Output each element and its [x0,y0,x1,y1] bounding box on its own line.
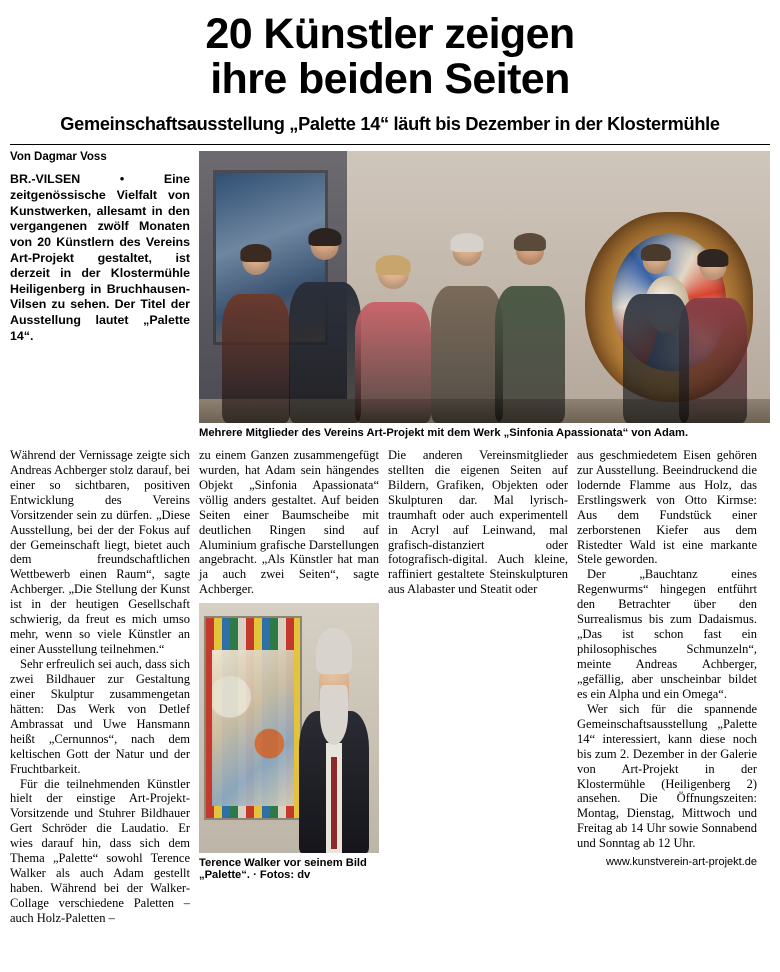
person-figure [431,233,503,423]
headline-line-2: ihre beiden Seiten [210,54,570,103]
paragraph: Während der Vernissage zeigte sich Andreas Achberger stolz darauf, bei einer so sichtbaren, positiven Entwicklung des Vereins Vorsitzender sein zu dürfen. „Diese Ausstellung, bei der der Fokus auf der Gemeinschaft liegt, bietet auch dem freundschaftlichen Wettbewerb einen Raum“, sagte Achberger. „Die Stellung der Kunst ist in der heutigen Gesellschaft schwierig, da freut es mich umso mehr, wenn so viele Künstler an einer Ausstellung teilnehmen.“ [10,447,190,657]
main-photo-block [199,151,770,440]
paragraph: Für die teilnehmenden Künstler hielt der einstige Art-Projekt-Vorsitzende und Stuhrer Bildhauer Gert Schröder die Laudatio. Er wies darauf hin, dass sich dem Thema „Palette“ sowohl Terence Walker als auch Adam gestellt haben. Während bei der Walker-Collage verschiedene Paletten – auch Holz-Paletten – [10,776,190,925]
artist-terence-walker [293,623,376,853]
byline: Von Dagmar Voss [10,151,107,164]
beard [320,685,348,745]
torso [495,286,565,423]
paragraph: Wer sich für die spannende Gemeinschaftsausstellung „Palette 14“ interessiert, kann diese noch bis zum 2. Dezember in der Galerie von Art-Projekt in der Klostermühle (Heiligenberg 2) ansehen. Die Öffnungszeiten: Montag, Dienstag, Mittwoch und Freitag ab 14 Uhr sowie Sonnabend und Sonntag ab 12 Uhr. [577,701,757,851]
tie [331,757,338,849]
lead-and-photo-block [10,151,770,440]
person-figure [222,244,290,424]
hair [376,255,411,275]
hair [697,249,728,267]
article-body [10,448,770,926]
paragraph: Die anderen Vereinsmitglieder stellten die eigenen Seiten auf Bildern, Grafiken, Objekten oder Skulpturen dar. Mal lyrisch-traumhaft oder auch experimentell in Acryl auf Leinwand, mal grafisch-distanziert oder fotografisch-digital. Auch kleine, raffiniert gestaltete Steinskulpturen aus Alabaster und Steatit oder [388,447,568,597]
website-url[interactable]: www.kunstverein-art-projekt.de [605,856,757,869]
torso [679,298,747,423]
paragraph: aus geschmiedetem Eisen gehören zur Ausstellung. Beeindruckend die lodernde Flamme aus Holz, das Erstlingswerk von Otto Kirmse: Aus dem Fundstück einer zerborstenen Kiefer aus dem Ristedter Wald ist eine markante Stele geworden. [577,447,757,567]
second-photo [199,603,379,853]
main-photo-caption: Mehrere Mitglieder des Vereins Art-Projekt mit dem Werk „Sinfonia Apassionata“ von Adam. [199,427,689,440]
header-divider [10,144,770,145]
torso [222,294,290,423]
page-title [10,12,770,101]
person-figure [623,244,689,424]
person-figure [495,233,565,423]
torso [289,282,361,423]
artwork-palette [206,618,300,818]
person-figure [679,249,747,423]
text-column-3 [388,448,568,926]
torso [623,294,689,423]
torso [431,286,503,423]
text-column-2 [199,448,379,926]
paragraph: Sehr erfreulich sei auch, dass sich zwei Bildhauer zur Gestaltung einer Skulptur zusammengetan hätten: Das Werk von Detlef Ambrassat und Uwe Hansmann heißt „Cernunnos“, nach dem keltischen Gott der Natur und der Fruchtbarkeit. [10,657,190,776]
paragraph: Der „Bauchtanz eines Regenwurms“ hingegen entführt den Betrachter über den Surrealismus bis zum Dadaismus. „Das ist schon fast ein philosophisches Schmunzeln“, meinte Andreas Achberger, „gefällig, aber unscheinbar bildet es ein Alpha und ein Omega“. [577,567,757,701]
second-photo-caption: Terence Walker vor seinem Bild „Palette“. · Fotos: dv [199,857,367,882]
hair [308,228,341,247]
group-photo [199,151,770,423]
lead-column [10,151,190,344]
person-figure [289,228,361,424]
hair [641,244,671,261]
torso [355,302,431,423]
lead-paragraph: BR.-VILSEN • Eine zeitgenössische Vielfalt von Kunstwerken, allesamt in den vergangenen zwölf Monaten von 20 Künstlern des Vereins Art-Projekt gestaltet, ist derzeit in der Klostermühle Heiligenberg in Bruchhausen-Vilsen zu sehen. Der Titel der Ausstellung lautet „Palette 14“. [10,172,190,343]
headline-line-1: 20 Künstler zeigen [205,10,575,58]
subheadline: Gemeinschaftsausstellung „Palette 14“ läuft bis Dezember in der Klostermühle [60,114,720,135]
text-column-4 [577,448,757,926]
person-figure [355,255,431,424]
text-column-1 [10,448,190,926]
hair [316,628,352,674]
hair [451,233,484,252]
hair [514,233,546,251]
hair [240,244,271,262]
paragraph: zu einem Ganzen zusammengefügt wurden, hat Adam sein hängendes Objekt „Sinfonia Apassionata“ völlig anders gestaltet. Auf beiden Seiten einer Baumscheibe mit deutlichen Ringen sind auf Aluminium grafische Darstellungen angebracht. „Als Künstler hat man ja auch zwei Seiten“, sagte Achberger. [199,447,379,597]
